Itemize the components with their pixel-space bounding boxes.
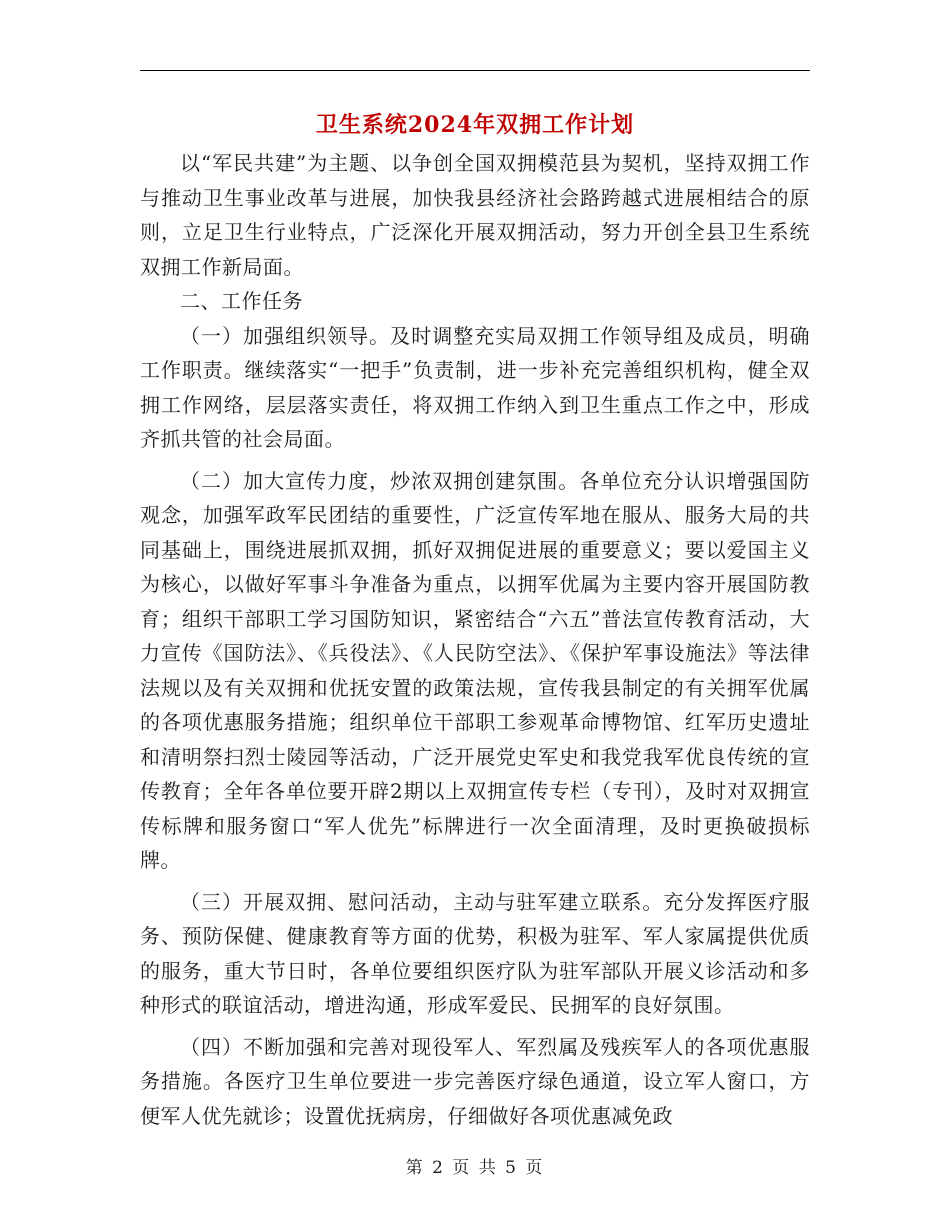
paragraph-task-2: （二）加大宣传力度，炒浓双拥创建氛围。各单位充分认识增强国防观念，加强军政军民团结的重要性，广泛宣传军地在服从、服务大局的共同基础上，围绕进展抓双拥，抓好双拥促进展的重要意义；要以爱国主义为核心，以做好军事斗争准备为重点，以拥军优属为主要内容开展国防教育；组织干部职工学习国防知识，紧密结合“六五”普法宣传教育活动，大力宣传《国防法》、《兵役法》、《人民防空法》、《保护军事设施法》等法律法规以及有关双拥和优抚安置的政策法规，宣传我县制定的有关拥军优属的各项优惠服务措施；组织单位干部职工参观革命博物馆、红军历史遗址和清明祭扫烈士陵园等活动，广泛开展党史军史和我党我军优良传统的宣传教育；全年各单位要开辟2期以上双拥宣传专栏（专刊），及时对双拥宣传标牌和服务窗口“军人优先”标牌进行一次全面清理，及时更换破损标牌。 <box>140 468 810 872</box>
document-body <box>140 146 810 1133</box>
paragraph-intro: 以“军民共建”为主题、以争创全国双拥模范县为契机，坚持双拥工作与推动卫生事业改革与进展，加快我县经济社会路跨越式进展相结合的原则，立足卫生行业特点，广泛深化开展双拥活动，努力开创全县卫生系统双拥工作新局面。 <box>140 151 810 279</box>
document-title: 卫生系统2024年双拥工作计划 <box>315 112 635 138</box>
paragraph-task-3: （三）开展双拥、慰问活动，主动与驻军建立联系。充分发挥医疗服务、预防保健、健康教育等方面的优势，积极为驻军、军人家属提供优质的服务，重大节日时，各单位要组织医疗队为驻军部队开展义诊活动和多种形式的联谊活动，增进沟通，形成军爱民、民拥军的良好氛围。 <box>140 889 810 1017</box>
page-number-footer: 第 2 页 共 5 页 <box>405 1158 545 1178</box>
header-rule <box>140 70 810 71</box>
section-heading-tasks: 二、工作任务 <box>180 289 303 313</box>
paragraph-task-4: （四）不断加强和完善对现役军人、军烈属及残疾军人的各项优惠服务措施。各医疗卫生单位要进一步完善医疗绿色通道，设立军人窗口，方便军人优先就诊；设置优抚病房，仔细做好各项优惠减免政 <box>140 1034 810 1128</box>
paragraph-task-1: （一）加强组织领导。及时调整充实局双拥工作领导组及成员，明确工作职责。继续落实“一把手”负责制，进一步补充完善组织机构，健全双拥工作网络，层层落实责任，将双拥工作纳入到卫生重点工作之中，形成齐抓共管的社会局面。 <box>140 323 810 451</box>
